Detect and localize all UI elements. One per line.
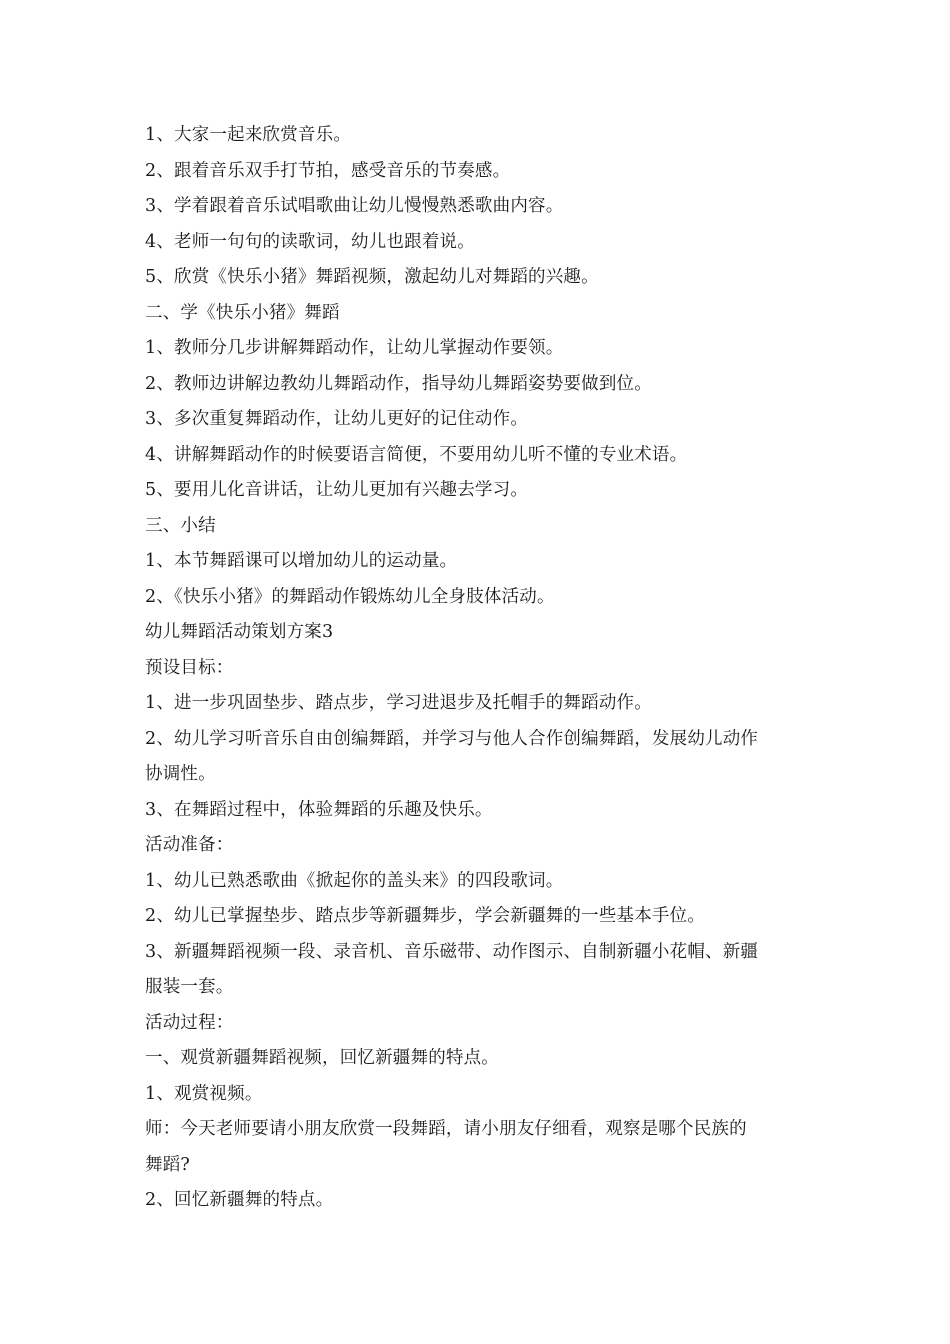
text-line: 舞蹈? [145,1154,190,1175]
text-line: 3、多次重复舞蹈动作，让幼儿更好的记住动作。 [145,409,529,429]
text-line: 3、学着跟着音乐试唱歌曲让幼儿慢慢熟悉歌曲内容。 [145,196,564,216]
section-heading: 二、学《快乐小猪》舞蹈 [145,302,340,323]
text-line: 1、大家一起来欣赏音乐。 [145,125,352,145]
section-heading: 一、观赏新疆舞蹈视频，回忆新疆舞的特点。 [145,1048,499,1068]
document-page [145,118,810,1219]
text-line: 2、跟着音乐双手打节拍，感受音乐的节奏感。 [145,160,511,181]
text-line: 2、幼儿学习听音乐自由创编舞蹈，并学习与他人合作创编舞蹈，发展幼儿动作 [145,728,759,749]
text-line: 2、幼儿已掌握垫步、踏点步等新疆舞步，学会新疆舞的一些基本手位。 [145,906,706,926]
text-line: 1、本节舞蹈课可以增加幼儿的运动量。 [145,551,458,571]
text-line: 4、讲解舞蹈动作的时候要语言简便，不要用幼儿听不懂的专业术语。 [145,444,688,465]
section-heading: 预设目标： [145,657,234,678]
text-line: 1、教师分几步讲解舞蹈动作，让幼儿掌握动作要领。 [145,338,564,358]
section-heading: 活动准备： [145,835,234,855]
text-line: 1、观赏视频。 [145,1083,263,1104]
text-line: 服装一套。 [145,977,234,997]
text-line: 1、进一步巩固垫步、踏点步，学习进退步及托帽手的舞蹈动作。 [145,693,652,713]
section-heading: 活动过程： [145,1012,234,1033]
document-title: 幼儿舞蹈活动策划方案3 [145,622,334,642]
text-line: 5、欣赏《快乐小猪》舞蹈视频，激起幼儿对舞蹈的兴趣。 [145,267,599,287]
text-line: 3、新疆舞蹈视频一段、录音机、音乐磁带、动作图示、自制新疆小花帽、新疆 [145,941,759,962]
text-line: 4、老师一句句的读歌词，幼儿也跟着说。 [145,231,475,252]
section-heading: 三、小结 [145,515,216,536]
text-line: 1、幼儿已熟悉歌曲《掀起你的盖头来》的四段歌词。 [145,870,564,891]
text-line: 2、《快乐小猪》的舞蹈动作锻炼幼儿全身肢体活动。 [145,586,555,607]
text-line: 协调性。 [145,764,216,784]
text-line: 3、在舞蹈过程中，体验舞蹈的乐趣及快乐。 [145,799,493,820]
text-line: 2、回忆新疆舞的特点。 [145,1190,334,1210]
text-line: 2、教师边讲解边教幼儿舞蹈动作，指导幼儿舞蹈姿势要做到位。 [145,373,652,394]
text-line: 师：今天老师要请小朋友欣赏一段舞蹈，请小朋友仔细看，观察是哪个民族的 [145,1119,747,1139]
text-line: 5、要用儿化音讲话，让幼儿更加有兴趣去学习。 [145,480,529,500]
